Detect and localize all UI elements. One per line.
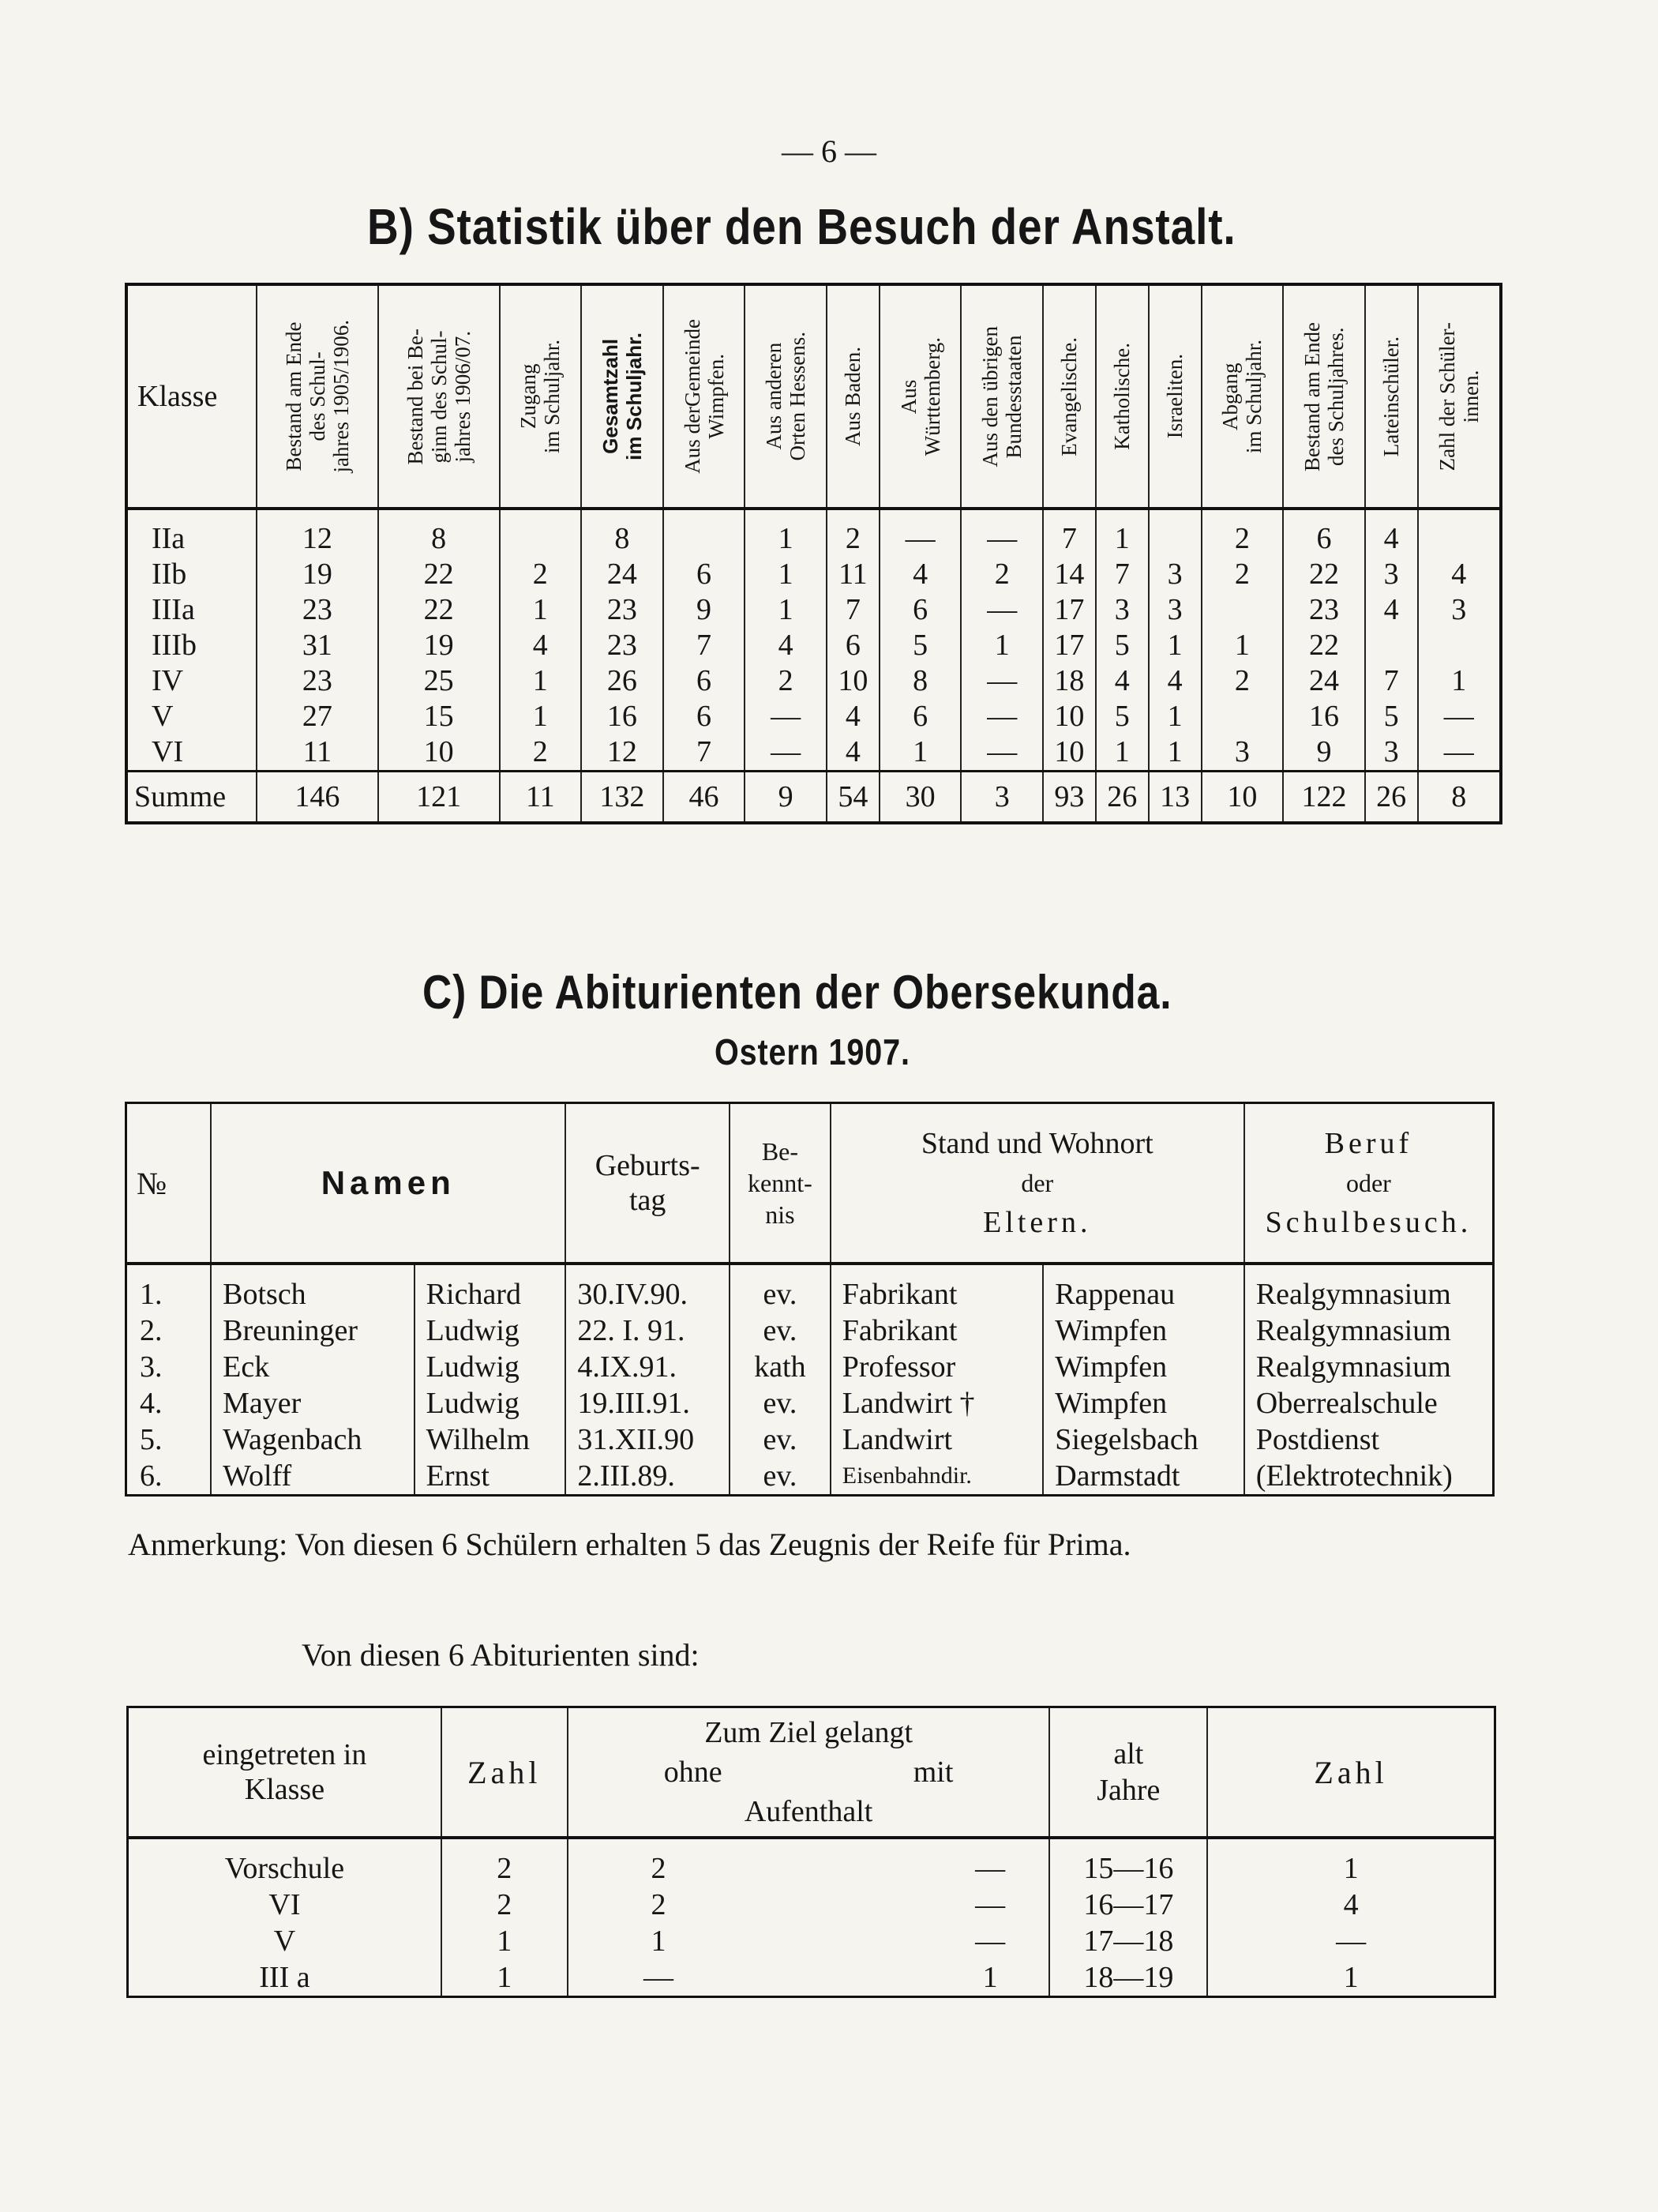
value-cell: 1 (1149, 628, 1202, 663)
age-count-cell: — (1207, 1923, 1495, 1959)
eltern-header-top: Stand und Wohnort (921, 1127, 1153, 1160)
value-cell: 10 (1043, 699, 1096, 734)
value-cell: 3 (1096, 592, 1149, 628)
statistics-table (125, 283, 1502, 824)
klasse-header: Klasse (126, 284, 257, 509)
career-cell: Realgymnasium (1244, 1349, 1494, 1385)
statistics-row (126, 509, 1501, 557)
parent-status-cell: Professor (831, 1349, 1043, 1385)
remark: Anmerkung: Von diesen 6 Schülern erhalten 5 das Zeugnis der Reife für Prima. (128, 1527, 1131, 1562)
value-cell: 2 (1202, 557, 1284, 592)
value-cell: 6 (663, 557, 745, 592)
confession-cell: ev. (730, 1458, 831, 1496)
confession-cell: kath (730, 1349, 831, 1385)
nr-cell: 6. (140, 1459, 163, 1493)
abiturient-row (126, 1349, 1494, 1385)
value-cell: 8 (880, 663, 962, 699)
statistics-header-label: Zahl der Schüler- innen. (1435, 321, 1483, 471)
value-cell: 2 (500, 734, 582, 772)
parent-residence-cell: Darmstadt (1043, 1458, 1244, 1496)
career-cell: Realgymnasium (1244, 1313, 1494, 1349)
value-cell: 17 (1043, 628, 1096, 663)
nr-cell: 3. (140, 1350, 163, 1384)
aufenthalt-label: Aufenthalt (744, 1795, 873, 1828)
statistics-header-label: Aus Württemberg. (896, 336, 944, 456)
statistics-header-6 (745, 284, 827, 509)
statistics-header-11 (1096, 284, 1149, 509)
value-cell: 4 (880, 557, 962, 592)
statistics-header-8 (880, 284, 962, 509)
firstname-cell: Ludwig (414, 1313, 566, 1349)
age-cell: 17—18 (1049, 1923, 1207, 1959)
value-cell (1418, 628, 1501, 663)
entry-class-cell: Vorschule (224, 1852, 345, 1885)
value-cell: 8 (581, 509, 663, 557)
value-cell: 1 (745, 557, 827, 592)
value-cell: 46 (663, 772, 745, 824)
class-cell: IIa (152, 522, 186, 555)
confession-cell: ev. (730, 1385, 831, 1421)
value-cell: 6 (827, 628, 880, 663)
value-cell: 16 (1283, 699, 1365, 734)
value-cell: 132 (581, 772, 663, 824)
count-cell: 2 (441, 1838, 568, 1887)
value-cell: 22 (378, 557, 500, 592)
statistics-row (126, 592, 1501, 628)
statistics-header-14 (1283, 284, 1365, 509)
namen-header (211, 1103, 565, 1264)
spacer-cell (748, 1887, 931, 1923)
value-cell: 7 (1365, 663, 1418, 699)
with-delay-cell: — (975, 1888, 1006, 1921)
beruf-header-top: Beruf (1324, 1127, 1413, 1160)
value-cell: 11 (257, 734, 378, 772)
value-cell: 7 (827, 592, 880, 628)
spacer-cell (748, 1923, 931, 1959)
value-cell: 18 (1043, 663, 1096, 699)
statistics-row (126, 699, 1501, 734)
value-cell: 8 (1418, 772, 1501, 824)
value-cell (500, 509, 582, 557)
statistics-header-label: Aus anderen Orten Hessens. (762, 332, 810, 461)
beruf-header-mid: oder (1345, 1169, 1391, 1197)
value-cell: 5 (1365, 699, 1418, 734)
eingetreten-header: eingetreten in Klasse (128, 1707, 441, 1838)
statistics-header-2 (378, 284, 500, 509)
birthdate-cell: 19.III.91. (565, 1385, 730, 1421)
value-cell (1202, 592, 1284, 628)
statistics-header-16 (1418, 284, 1501, 509)
section-c-subtitle: Ostern 1907. (715, 1031, 910, 1072)
statistics-header-label: Zugang im Schuljahr. (516, 340, 565, 453)
value-cell: 15 (378, 699, 500, 734)
value-cell: 3 (1365, 734, 1418, 772)
surname-cell: Mayer (211, 1385, 414, 1421)
value-cell: 4 (1418, 557, 1501, 592)
value-cell: 9 (745, 772, 827, 824)
statistics-row (126, 734, 1501, 772)
class-cell: Summe (126, 772, 257, 824)
value-cell: — (961, 592, 1043, 628)
value-cell: 26 (581, 663, 663, 699)
abiturienten-table (125, 1102, 1495, 1497)
parent-status-cell: Fabrikant (831, 1313, 1043, 1349)
eltern-header-bottom: Eltern. (983, 1206, 1092, 1239)
sum-row (126, 772, 1501, 824)
surname-cell: Wagenbach (211, 1421, 414, 1458)
value-cell: — (961, 699, 1043, 734)
value-cell: 23 (581, 592, 663, 628)
section-b-title: B) Statistik über den Besuch der Anstalt. (367, 198, 1236, 255)
abiturient-row (126, 1264, 1494, 1313)
value-cell: 14 (1043, 557, 1096, 592)
abiturient-row (126, 1421, 1494, 1458)
birthdate-cell: 22. I. 91. (565, 1313, 730, 1349)
parent-status-cell: Eisenbahndir. (831, 1458, 1043, 1496)
value-cell: 1 (1149, 734, 1202, 772)
birthdate-cell: 2.III.89. (565, 1458, 730, 1496)
value-cell: 31 (257, 628, 378, 663)
confession-cell: ev. (730, 1264, 831, 1313)
statistics-header-3 (500, 284, 582, 509)
section-c-title: C) Die Abiturienten der Obersekunda. (422, 966, 1172, 1019)
value-cell: 1 (745, 509, 827, 557)
value-cell: 23 (257, 592, 378, 628)
birthdate-cell: 30.IV.90. (565, 1264, 730, 1313)
value-cell: — (745, 734, 827, 772)
surname-cell: Eck (211, 1349, 414, 1385)
career-cell: (Elektrotechnik) (1244, 1458, 1494, 1496)
value-cell: 22 (1283, 557, 1365, 592)
surname-cell: Breuninger (211, 1313, 414, 1349)
value-cell: 7 (663, 734, 745, 772)
without-delay-cell: 2 (568, 1887, 749, 1923)
value-cell (1418, 509, 1501, 557)
beruf-header-bottom: Schulbesuch. (1265, 1206, 1472, 1239)
value-cell: 4 (1096, 663, 1149, 699)
value-cell: — (880, 509, 962, 557)
value-cell: 4 (1365, 509, 1418, 557)
ohne-label: ohne (663, 1756, 722, 1789)
value-cell: 1 (500, 699, 582, 734)
alt-jahre-header: alt Jahre (1049, 1707, 1207, 1838)
birthdate-cell: 31.XII.90 (565, 1421, 730, 1458)
value-cell: 30 (880, 772, 962, 824)
confession-cell: ev. (730, 1421, 831, 1458)
value-cell: 11 (500, 772, 582, 824)
parent-residence-cell: Siegelsbach (1043, 1421, 1244, 1458)
zahl-header: Zahl (441, 1707, 568, 1838)
eltern-header-mid: der (1021, 1169, 1054, 1197)
count-cell: 1 (441, 1923, 568, 1959)
statistics-header-label: Katholische. (1110, 343, 1135, 450)
zum-ziel-header (568, 1707, 1050, 1838)
value-cell: 23 (257, 663, 378, 699)
parent-residence-cell: Rappenau (1043, 1264, 1244, 1313)
statistics-header-label: Lateinschüler. (1379, 336, 1404, 457)
eltern-header (831, 1103, 1244, 1264)
career-cell: Postdienst (1244, 1421, 1494, 1458)
count-cell: 1 (441, 1959, 568, 1997)
value-cell: 3 (1149, 592, 1202, 628)
value-cell: 22 (378, 592, 500, 628)
value-cell: 2 (500, 557, 582, 592)
value-cell: 4 (1365, 592, 1418, 628)
zum-ziel-label: Zum Ziel gelangt (704, 1716, 913, 1749)
statistics-header-label: Israeliten. (1163, 354, 1187, 439)
section-d-intro: Von diesen 6 Abiturienten sind: (302, 1637, 700, 1673)
value-cell: 4 (827, 734, 880, 772)
value-cell: 24 (581, 557, 663, 592)
value-cell: 25 (378, 663, 500, 699)
birthdate-cell: 4.IX.91. (565, 1349, 730, 1385)
value-cell: 4 (745, 628, 827, 663)
value-cell: 19 (378, 628, 500, 663)
abiturient-row (126, 1385, 1494, 1421)
statistics-header-10 (1043, 284, 1096, 509)
with-delay-cell: — (975, 1925, 1006, 1958)
value-cell: 19 (257, 557, 378, 592)
value-cell: 3 (1202, 734, 1284, 772)
statistics-header-5 (663, 284, 745, 509)
statistics-header-label: Bestand am Ende des Schul- jahres 1905/1906. (281, 320, 353, 473)
value-cell: 146 (257, 772, 378, 824)
entry-class-row (128, 1838, 1495, 1887)
age-count-cell: 1 (1207, 1959, 1495, 1997)
statistics-row (126, 628, 1501, 663)
value-cell (663, 509, 745, 557)
statistics-header-label: Evangelische. (1057, 336, 1082, 456)
statistics-header-4 (581, 284, 663, 509)
firstname-cell: Wilhelm (414, 1421, 566, 1458)
value-cell: 9 (663, 592, 745, 628)
statistics-header-13 (1202, 284, 1284, 509)
value-cell: 5 (1096, 699, 1149, 734)
entry-class-cell: III a (259, 1961, 310, 1994)
class-cell: IIIb (152, 629, 197, 662)
firstname-cell: Ludwig (414, 1349, 566, 1385)
beruf-header (1244, 1103, 1494, 1264)
value-cell: 4 (1149, 663, 1202, 699)
value-cell: 5 (880, 628, 962, 663)
value-cell: 23 (581, 628, 663, 663)
statistics-header-row (126, 284, 1501, 509)
value-cell: 6 (1283, 509, 1365, 557)
value-cell: 1 (745, 592, 827, 628)
value-cell: 10 (827, 663, 880, 699)
zahl2-header: Zahl (1207, 1707, 1495, 1838)
entry-class-table (126, 1706, 1496, 1998)
nr-cell: 1. (140, 1278, 163, 1311)
abiturient-row (126, 1313, 1494, 1349)
nr-cell: 5. (140, 1423, 163, 1456)
career-cell: Oberrealschule (1244, 1385, 1494, 1421)
entry-class-header-row (128, 1707, 1495, 1838)
value-cell (1149, 509, 1202, 557)
with-delay-cell: — (975, 1852, 1006, 1885)
firstname-cell: Ernst (414, 1458, 566, 1496)
class-cell: IV (152, 664, 184, 697)
value-cell: 6 (880, 699, 962, 734)
value-cell: — (961, 734, 1043, 772)
value-cell: 3 (1365, 557, 1418, 592)
value-cell: 16 (581, 699, 663, 734)
value-cell: 8 (378, 509, 500, 557)
entry-class-cell: V (273, 1925, 296, 1958)
value-cell: 6 (880, 592, 962, 628)
without-delay-cell: 2 (568, 1838, 749, 1887)
value-cell: 13 (1149, 772, 1202, 824)
entry-class-cell: VI (268, 1888, 301, 1921)
class-cell: IIb (152, 558, 187, 591)
value-cell: 3 (1149, 557, 1202, 592)
value-cell: 3 (961, 772, 1043, 824)
surname-cell: Wolff (211, 1458, 414, 1496)
value-cell: 1 (1202, 628, 1284, 663)
class-cell: IIIa (152, 593, 195, 626)
statistics-header-15 (1365, 284, 1418, 509)
value-cell: 24 (1283, 663, 1365, 699)
nr-cell: 4. (140, 1387, 163, 1420)
value-cell (1202, 699, 1284, 734)
age-cell: 18—19 (1049, 1959, 1207, 1997)
value-cell: — (961, 663, 1043, 699)
age-cell: 15—16 (1049, 1838, 1207, 1887)
value-cell: 4 (827, 699, 880, 734)
value-cell: 10 (378, 734, 500, 772)
parent-residence-cell: Wimpfen (1043, 1313, 1244, 1349)
value-cell: 10 (1202, 772, 1284, 824)
value-cell: 9 (1283, 734, 1365, 772)
value-cell: 1 (500, 592, 582, 628)
value-cell: — (745, 699, 827, 734)
parent-residence-cell: Wimpfen (1043, 1385, 1244, 1421)
nr-cell: 2. (140, 1314, 163, 1347)
value-cell: 7 (663, 628, 745, 663)
statistics-row (126, 663, 1501, 699)
entry-class-row (128, 1959, 1495, 1997)
confession-cell: ev. (730, 1313, 831, 1349)
value-cell: 1 (961, 628, 1043, 663)
statistics-header-9 (961, 284, 1043, 509)
surname-cell: Botsch (211, 1264, 414, 1313)
bekenntnis-header: Be- kennt- nis (730, 1103, 831, 1264)
value-cell: 2 (1202, 509, 1284, 557)
value-cell: 2 (1202, 663, 1284, 699)
statistics-header-label: Bestand am Ende des Schuljahres. (1300, 321, 1348, 471)
value-cell: 6 (663, 663, 745, 699)
value-cell: 5 (1096, 628, 1149, 663)
value-cell: — (1418, 699, 1501, 734)
geburtstag-header: Geburts- tag (565, 1103, 730, 1264)
value-cell: 12 (581, 734, 663, 772)
namen-header-label: Namen (321, 1164, 456, 1201)
value-cell: 54 (827, 772, 880, 824)
entry-class-row (128, 1923, 1495, 1959)
parent-status-cell: Landwirt (831, 1421, 1043, 1458)
age-count-cell: 1 (1207, 1838, 1495, 1887)
value-cell: 1 (1096, 509, 1149, 557)
value-cell: 93 (1043, 772, 1096, 824)
with-delay-cell: 1 (982, 1961, 998, 1994)
page-number: — 6 — (782, 133, 876, 169)
statistics-header-label: Aus den übrigen Bundesstaaten (978, 325, 1026, 468)
statistics-header-1 (257, 284, 378, 509)
value-cell: 4 (500, 628, 582, 663)
value-cell: 1 (880, 734, 962, 772)
parent-status-cell: Landwirt † (831, 1385, 1043, 1421)
firstname-cell: Ludwig (414, 1385, 566, 1421)
value-cell: 7 (1096, 557, 1149, 592)
value-cell: 2 (745, 663, 827, 699)
value-cell (1365, 628, 1418, 663)
value-cell: 1 (1149, 699, 1202, 734)
without-delay-cell: — (568, 1959, 749, 1997)
abiturienten-header-row (126, 1103, 1494, 1264)
value-cell: 1 (1096, 734, 1149, 772)
entry-class-row (128, 1887, 1495, 1923)
value-cell: 7 (1043, 509, 1096, 557)
statistics-header-label: Aus Baden. (841, 347, 865, 446)
class-cell: VI (152, 735, 184, 768)
value-cell: 2 (827, 509, 880, 557)
count-cell: 2 (441, 1887, 568, 1923)
without-delay-cell: 1 (568, 1923, 749, 1959)
value-cell: 2 (961, 557, 1043, 592)
value-cell: 11 (827, 557, 880, 592)
value-cell: 23 (1283, 592, 1365, 628)
statistics-row (126, 557, 1501, 592)
statistics-header-label: Gesamtzahl im Schuljahr. (598, 332, 646, 460)
abiturient-row (126, 1458, 1494, 1496)
value-cell: 26 (1365, 772, 1418, 824)
spacer-cell (748, 1959, 931, 1997)
age-count-cell: 4 (1207, 1887, 1495, 1923)
value-cell: 121 (378, 772, 500, 824)
value-cell: 122 (1283, 772, 1365, 824)
value-cell: 10 (1043, 734, 1096, 772)
value-cell: 22 (1283, 628, 1365, 663)
firstname-cell: Richard (414, 1264, 566, 1313)
class-cell: V (152, 700, 174, 733)
value-cell: 17 (1043, 592, 1096, 628)
value-cell: 1 (1418, 663, 1501, 699)
statistics-header-7 (827, 284, 880, 509)
spacer-cell (748, 1838, 931, 1887)
statistics-header-label: Abgang im Schuljahr. (1218, 340, 1266, 453)
value-cell: 26 (1096, 772, 1149, 824)
value-cell: 12 (257, 509, 378, 557)
statistics-header-label: Bestand bei Be- ginn des Schul- jahres 1906/07. (403, 328, 475, 465)
career-cell: Realgymnasium (1244, 1264, 1494, 1313)
nr-header: № (126, 1103, 212, 1264)
value-cell: 6 (663, 699, 745, 734)
statistics-header-label: Aus derGemeinde Wimpfen. (680, 319, 728, 474)
statistics-header-12 (1149, 284, 1202, 509)
parent-status-cell: Fabrikant (831, 1264, 1043, 1313)
value-cell: 27 (257, 699, 378, 734)
value-cell: 1 (500, 663, 582, 699)
age-cell: 16—17 (1049, 1887, 1207, 1923)
value-cell: — (1418, 734, 1501, 772)
value-cell: 3 (1418, 592, 1501, 628)
mit-label: mit (913, 1756, 954, 1789)
value-cell: — (961, 509, 1043, 557)
parent-residence-cell: Wimpfen (1043, 1349, 1244, 1385)
